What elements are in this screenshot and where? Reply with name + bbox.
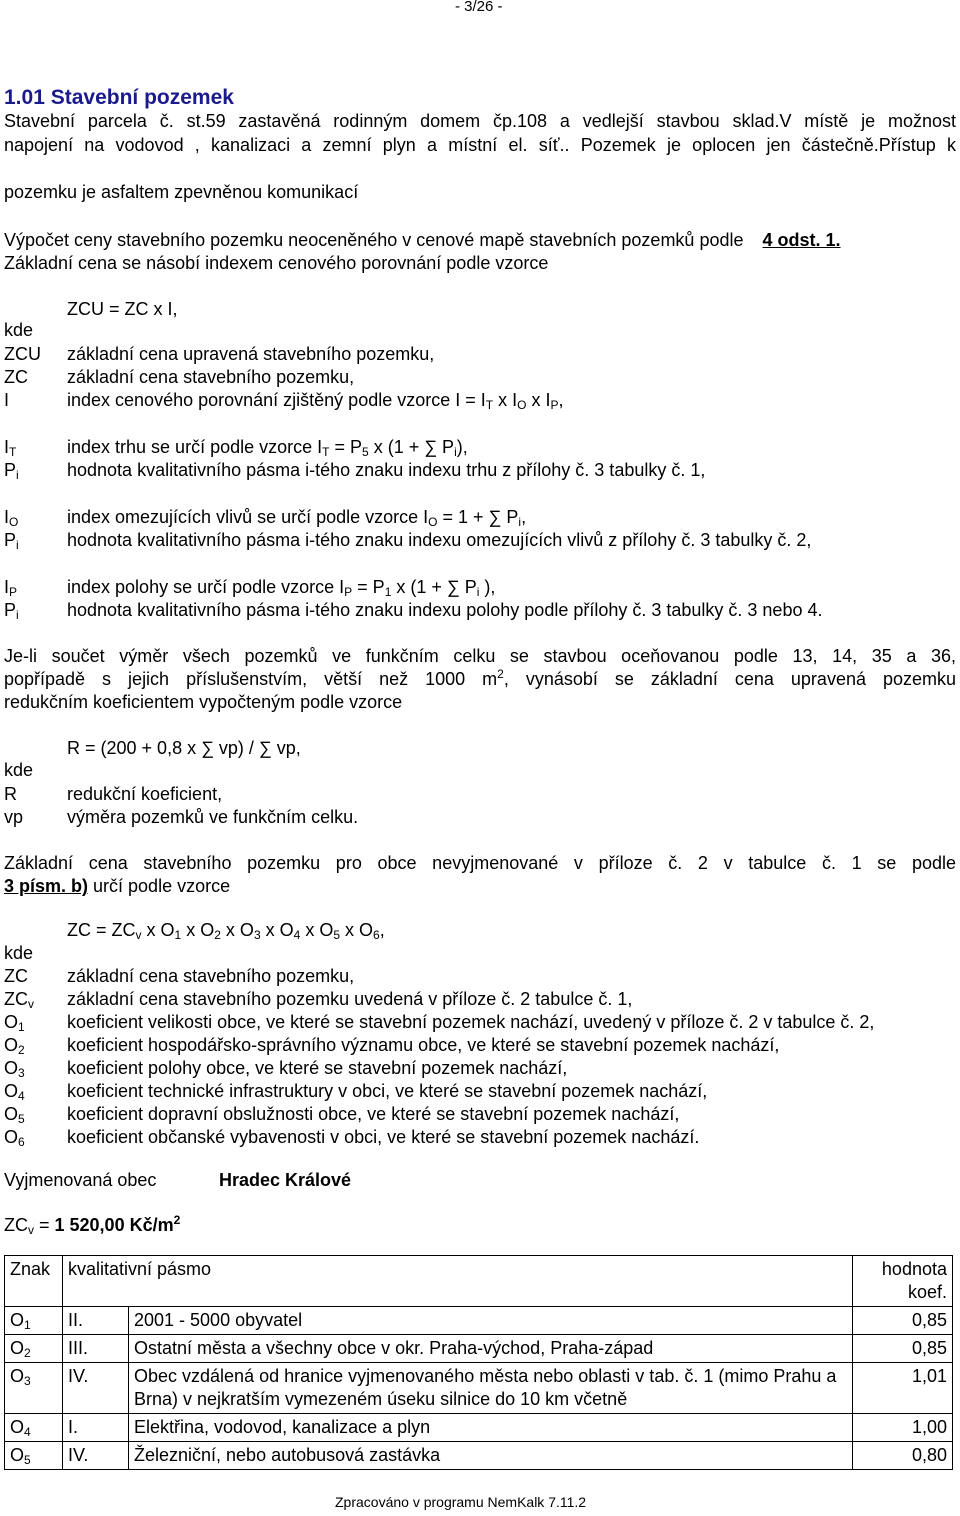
obec-value: Hradec Králové — [219, 1170, 352, 1190]
row-band: IV. — [63, 1363, 129, 1414]
row-value: 1,01 — [853, 1363, 953, 1414]
row-symbol: $O_5$ — [5, 1442, 63, 1470]
def-symbol: I — [4, 390, 10, 410]
def-text: index polohy se určí podle vzorce $I_P = P_1$ x (1 + ∑ $P_i$ ), — [67, 577, 496, 599]
vypocet-text: Výpočet ceny stavebního pozemku neoceněného v cenové mapě stavebních pozemků podle — [4, 230, 744, 250]
row-symbol: $O_4$ — [5, 1414, 63, 1442]
row-desc: Obec vzdálená od hranice vyjmenovaného města nebo oblasti v tab. č. 1 (mimo Prahu a Brna) v nejkratším vymezeném úseku silnice do 10 km včetně — [129, 1363, 853, 1414]
table-row — [5, 1335, 953, 1363]
jeli-line-2: popřípadě s jejich příslušenstvím, větší než 1000 $m^2$, vynásobí se základní cena upravená pozemku — [4, 667, 957, 689]
table-row — [5, 1442, 953, 1470]
def-text: index omezujících vlivů se určí podle vzorce $I_O = 1$ + ∑ $P_i$, — [67, 507, 527, 529]
row-desc: Elektřina, vodovod, kanalizace a plyn — [129, 1414, 853, 1442]
def-symbol: $O_6$ — [4, 1127, 25, 1149]
def-symbol: $I_O$ — [4, 507, 19, 529]
def-symbol: $P_i$ — [4, 600, 19, 622]
def-text: základní cena stavebního pozemku uvedená v příloze č. 2 tabulce č. 1, — [67, 989, 633, 1009]
row-symbol: $O_3$ — [5, 1363, 63, 1414]
row-desc: 2001 - 5000 obyvatel — [129, 1307, 853, 1335]
obec-label: Vyjmenovaná obec — [4, 1170, 157, 1190]
def-symbol: ZC — [4, 367, 28, 387]
row-band: III. — [63, 1335, 129, 1363]
header-znak: Znak — [5, 1256, 63, 1307]
def-symbol: ZC — [4, 966, 28, 986]
def-text: koeficient hospodářsko-správního významu obce, ve které se stavební pozemek nachází, — [67, 1035, 780, 1055]
row-desc: Železniční, nebo autobusová zastávka — [129, 1442, 853, 1470]
def-symbol: $O_2$ — [4, 1035, 25, 1057]
def-text: index cenového porovnání zjištěný podle vzorce $I = I_T$ x $I_O$ x $I_P$, — [67, 390, 564, 412]
def-text: redukční koeficient, — [67, 784, 223, 804]
row-value: 0,85 — [853, 1335, 953, 1363]
def-text: hodnota kvalitativního pásma i-tého znaku indexu omezujících vlivů z přílohy č. 3 tabulky č. 2, — [67, 530, 812, 550]
formula-zcu: ZCU = ZC x I, — [67, 299, 178, 319]
def-symbol: ZCU — [4, 344, 41, 364]
header-pasmo: kvalitativní pásmo — [63, 1256, 853, 1307]
kde-label: kde — [4, 320, 34, 340]
vypocet-line-2: Základní cena se násobí indexem cenového porovnání podle vzorce — [4, 253, 549, 273]
kde-label: kde — [4, 943, 34, 963]
zakladni-line-2: 3 písm. b) určí podle vzorce — [4, 876, 231, 896]
def-symbol: $ZC_v$ — [4, 989, 34, 1011]
table-row — [5, 1414, 953, 1442]
page-number: - 3/26 - — [455, 0, 503, 15]
def-text: koeficient technické infrastruktury v obci, ve které se stavební pozemek nachází, — [67, 1081, 708, 1101]
def-text: koeficient dopravní obslužnosti obce, ve které se stavební pozemek nachází, — [67, 1104, 680, 1124]
def-text: koeficient občanské vybavenosti v obci, ve které se stavební pozemek nachází. — [67, 1127, 700, 1147]
table-header-row — [5, 1256, 953, 1307]
def-text: základní cena stavebního pozemku, — [67, 367, 355, 387]
intro-line-2: napojení na vodovod , kanalizaci a zemní plyn a místní el. síť.. Pozemek je oplocen jen částečně.Přístup k — [4, 135, 956, 155]
jeli-line-3: redukčním koeficientem vypočteným podle vzorce — [4, 692, 403, 712]
intro-line-1: Stavební parcela č. st.59 zastavěná rodinným domem čp.108 a vedlejší stavbou sklad.V místě je možnost — [4, 111, 956, 131]
coefficient-table — [4, 1255, 953, 1470]
def-symbol: $O_4$ — [4, 1081, 25, 1103]
header-hodnota: hodnota koef. — [853, 1256, 953, 1307]
def-symbol: $O_1$ — [4, 1012, 25, 1034]
jeli-line-1: Je-li součet výměr všech pozemků ve funkčním celku se stavbou oceňovanou podle 13, 14, 35 a 36, — [4, 646, 956, 666]
def-text: koeficient polohy obce, ve které se stavební pozemek nachází, — [67, 1058, 568, 1078]
row-symbol: $O_2$ — [5, 1335, 63, 1363]
def-text: hodnota kvalitativního pásma i-tého znaku indexu trhu z přílohy č. 3 tabulky č. 1, — [67, 460, 706, 480]
row-band: I. — [63, 1414, 129, 1442]
def-symbol: $P_i$ — [4, 460, 19, 482]
section-heading: 1.01 Stavební pozemek — [4, 86, 234, 109]
row-symbol: $O_1$ — [5, 1307, 63, 1335]
def-text: hodnota kvalitativního pásma i-tého znaku indexu polohy podle přílohy č. 3 tabulky č. 3 nebo 4. — [67, 600, 823, 620]
footer-text: Zpracováno v programu NemKalk 7.11.2 — [335, 1494, 587, 1510]
vypocet-line-1 — [4, 229, 841, 252]
row-value: 1,00 — [853, 1414, 953, 1442]
def-text: základní cena stavebního pozemku, — [67, 966, 355, 986]
row-band: II. — [63, 1307, 129, 1335]
def-symbol: $I_T$ — [4, 437, 17, 459]
table-row — [5, 1363, 953, 1414]
law-reference: 4 odst. 1. — [762, 230, 841, 250]
intro-line-3: pozemku je asfaltem zpevněnou komunikací — [4, 182, 359, 202]
zcv-line: $ZC_v = 1$ 520,00 $Kč/m^2$ — [4, 1213, 181, 1237]
def-symbol: $P_i$ — [4, 530, 19, 552]
def-symbol: $I_P$ — [4, 577, 18, 599]
zakladni-line-1: Základní cena stavebního pozemku pro obce nevyjmenované v příloze č. 2 v tabulce č. 1 se podle — [4, 853, 956, 873]
row-value: 0,80 — [853, 1442, 953, 1470]
def-text: základní cena upravená stavebního pozemku, — [67, 344, 435, 364]
def-text: výměra pozemků ve funkčním celku. — [67, 807, 359, 827]
def-text: koeficient velikosti obce, ve které se stavební pozemek nachází, uvedený v příloze č. 2 v tabulce č. 2, — [67, 1012, 875, 1032]
def-symbol: vp — [4, 807, 24, 827]
def-text: index trhu se určí podle vzorce $I_T = P_5$ x (1 + ∑ $P_i$), — [67, 437, 468, 459]
def-symbol: $O_3$ — [4, 1058, 25, 1080]
row-value: 0,85 — [853, 1307, 953, 1335]
row-desc: Ostatní města a všechny obce v okr. Praha-východ, Praha-západ — [129, 1335, 853, 1363]
row-band: IV. — [63, 1442, 129, 1470]
formula-zc: ZC = $ZC_v$ x $O_1$ x $O_2$ x $O_3$ x $O_4$ x $O_5$ x $O_6$, — [67, 920, 385, 942]
def-symbol: $O_5$ — [4, 1104, 25, 1126]
formula-r: R = (200 + 0,8 x ∑ vp) / ∑ vp, — [67, 738, 301, 758]
kde-label: kde — [4, 760, 34, 780]
table-row — [5, 1307, 953, 1335]
def-symbol: R — [4, 784, 17, 804]
